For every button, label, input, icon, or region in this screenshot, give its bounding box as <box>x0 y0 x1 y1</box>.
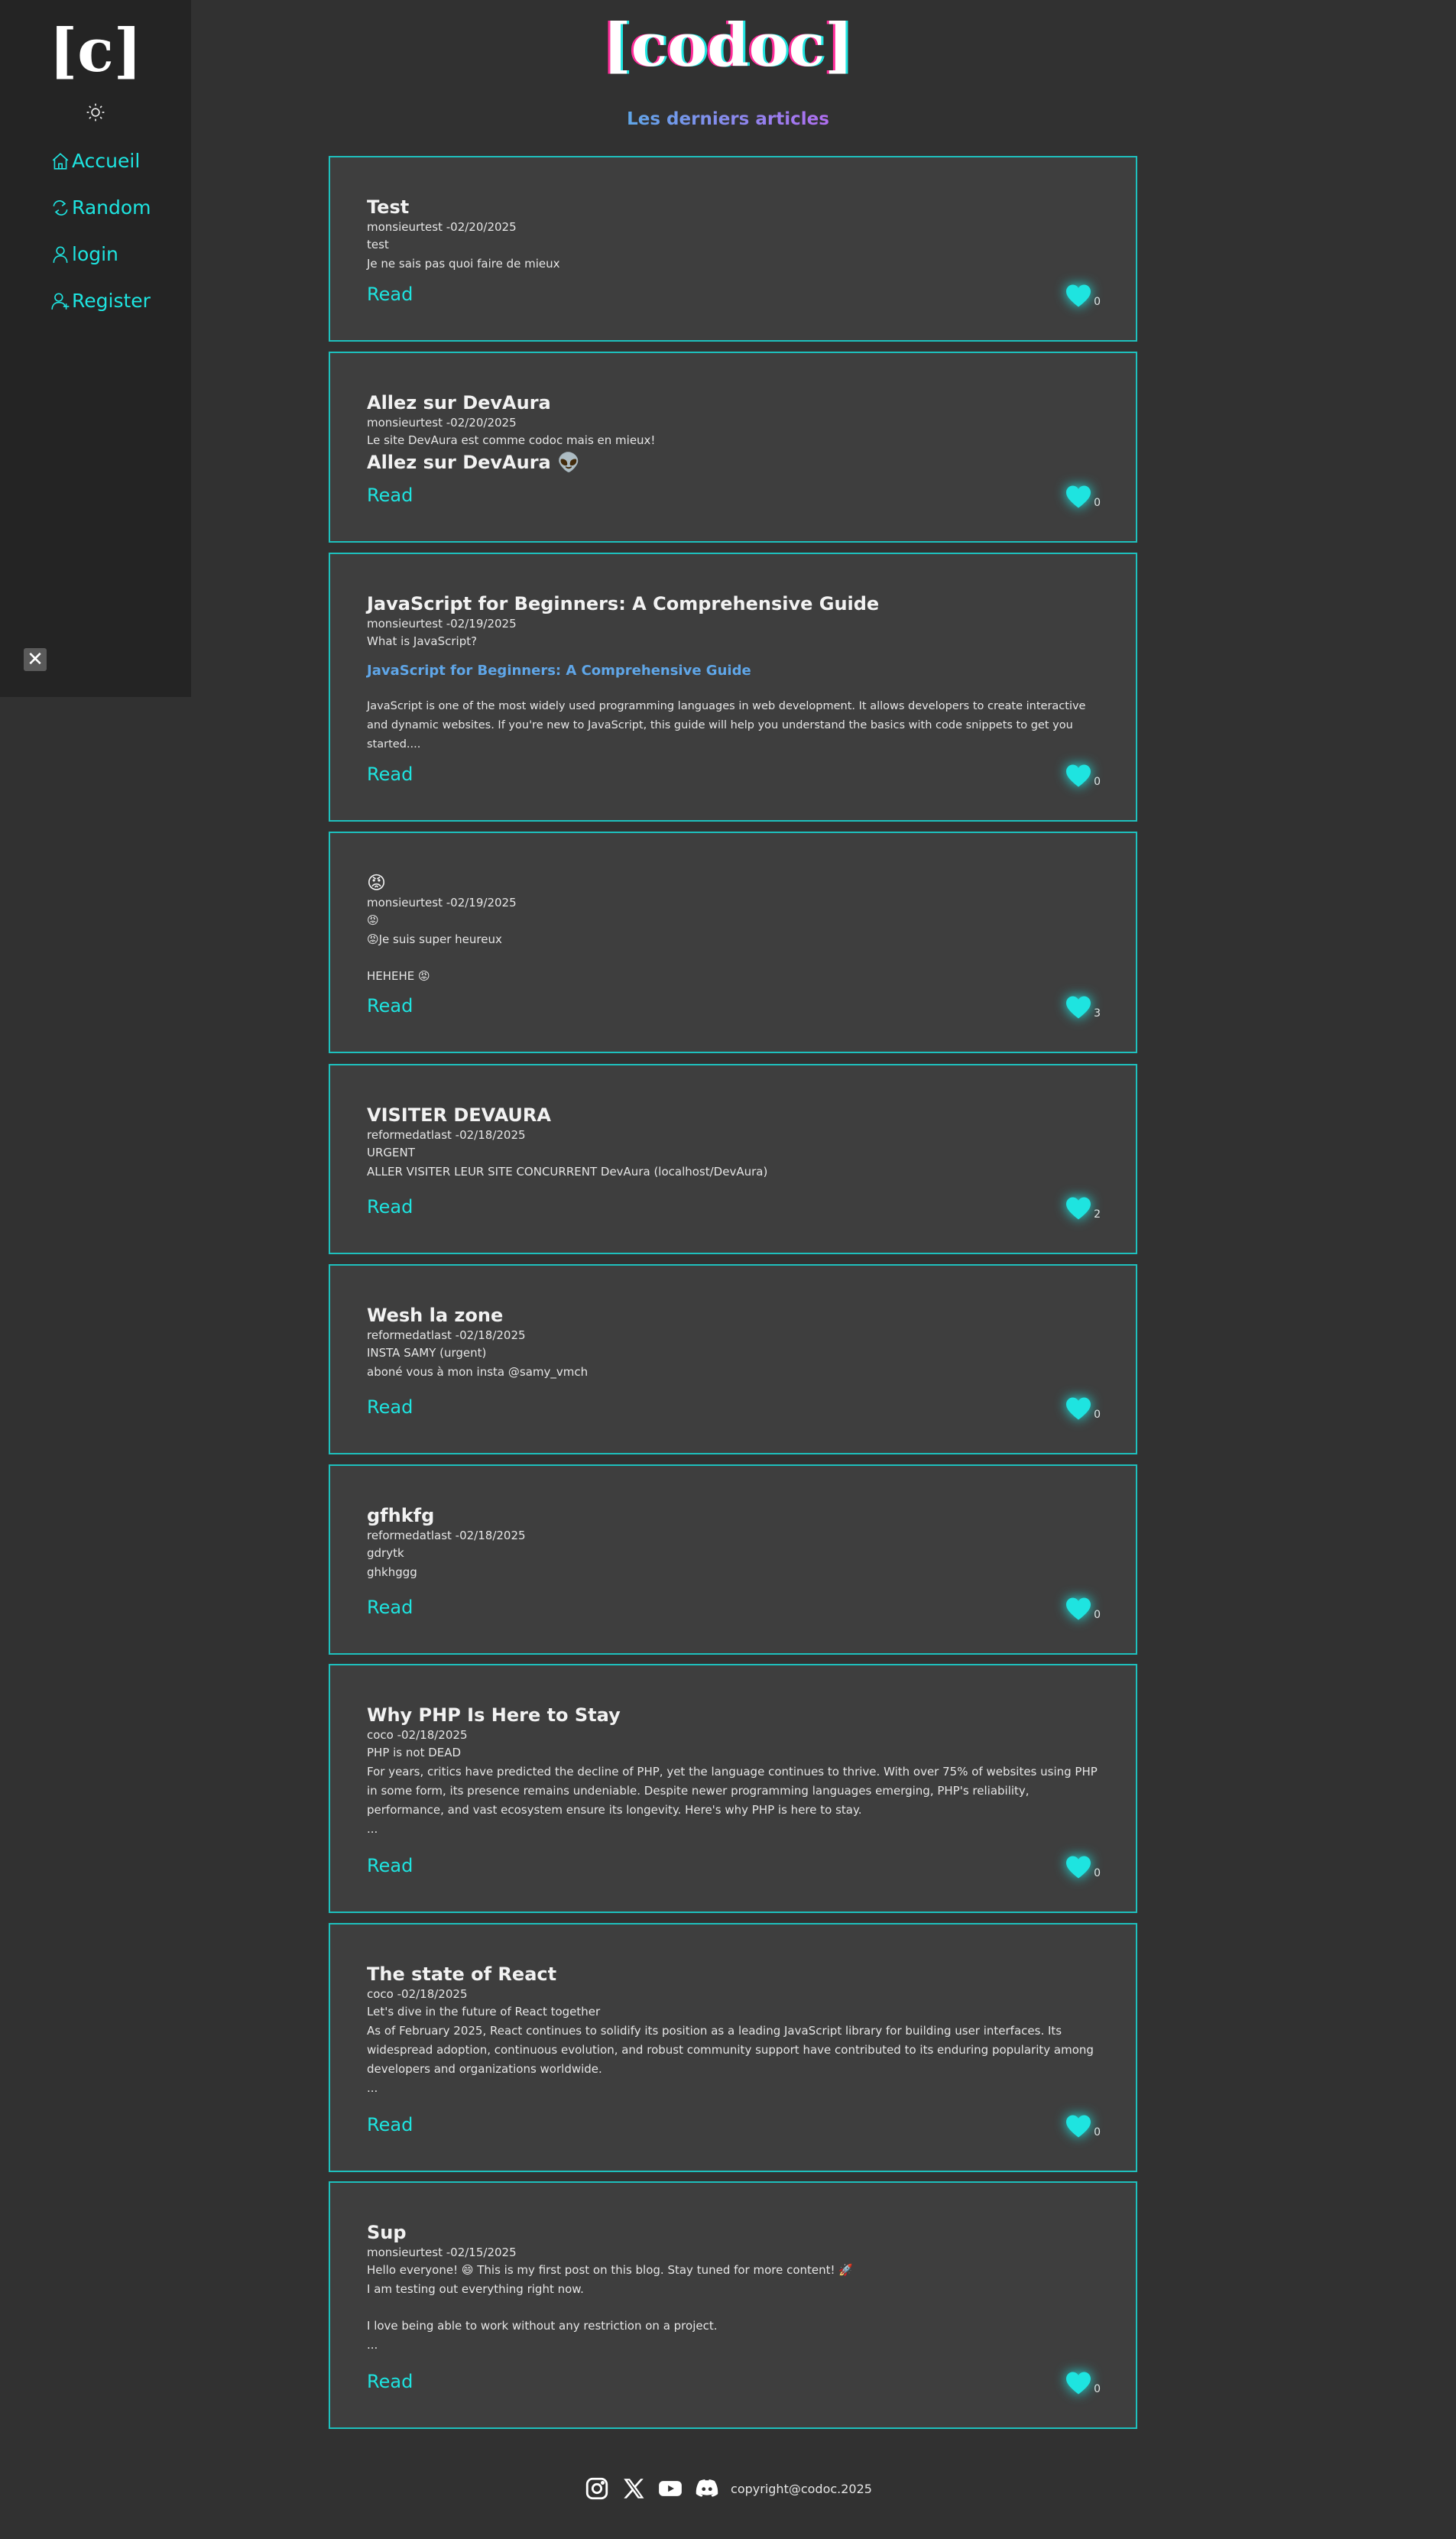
article-card <box>329 832 1137 1053</box>
nav-label: Accueil <box>72 150 141 172</box>
home-icon <box>50 151 70 171</box>
article-meta: coco -02/18/2025 <box>367 1728 468 1742</box>
article-text: PHP is not DEAD <box>367 1746 462 1759</box>
article-text: HEHEHE 😡 <box>367 969 430 983</box>
heart-icon <box>1065 1597 1092 1621</box>
article-meta: monsieurtest -02/20/2025 <box>367 416 517 430</box>
read-link[interactable]: Read <box>367 485 413 506</box>
article-text: ghkhggg <box>367 1565 417 1579</box>
like-count: 0 <box>1094 1867 1101 1879</box>
article-meta: reformedatlast -02/18/2025 <box>367 1529 526 1542</box>
like-count: 0 <box>1094 776 1101 788</box>
article-text: I am testing out everything right now. <box>367 2282 584 2296</box>
like-count: 0 <box>1094 2126 1101 2139</box>
x-icon[interactable] <box>621 2476 647 2502</box>
article-text: As of February 2025, React continues to solidify its position as a leading JavaScript library for building user interfaces. Its widespread adoption, continuous evolution, and robust community support have contributed to its enduring popularity among developers and organizations worldwide. <box>367 2024 1094 2076</box>
nav-label: Register <box>72 290 151 312</box>
nav-item-login[interactable] <box>50 231 151 277</box>
article-title: Allez sur DevAura <box>367 392 551 413</box>
article-text: JavaScript is one of the most widely used programming languages in web development. It allows developers to create interactive and dynamic websites. If you're new to JavaScript, this guide will help you understand the basics with code snippets to get you started.... <box>367 700 1086 751</box>
like-button[interactable] <box>1065 764 1101 788</box>
article-title: Test <box>367 196 410 218</box>
read-link[interactable]: Read <box>367 995 413 1017</box>
article-card <box>329 1664 1137 1913</box>
nav-item-random[interactable] <box>50 184 151 231</box>
article-card <box>329 156 1137 342</box>
nav-label: login <box>72 243 118 265</box>
article-text: 😡 <box>367 913 379 927</box>
heart-icon <box>1065 1855 1092 1879</box>
article-text: URGENT <box>367 1146 415 1159</box>
like-button[interactable] <box>1065 1396 1101 1421</box>
article-card <box>329 2181 1137 2429</box>
like-button[interactable] <box>1065 485 1101 509</box>
nav-label: Random <box>72 196 151 219</box>
read-link[interactable]: Read <box>367 2371 413 2392</box>
discord-icon[interactable] <box>694 2476 720 2502</box>
heart-icon <box>1065 2114 1092 2139</box>
section-title: Les derniers articles <box>627 109 829 129</box>
read-link[interactable]: Read <box>367 1396 413 1418</box>
article-title: The state of React <box>367 1963 557 1985</box>
article-text: ... <box>367 1822 378 1836</box>
like-count: 0 <box>1094 2383 1101 2395</box>
article-inner-link[interactable]: JavaScript for Beginners: A Comprehensive Guide <box>367 663 751 679</box>
article-card <box>329 1464 1137 1655</box>
article-text: Hello everyone! 😄 This is my first post on this blog. Stay tuned for more content! 🚀 <box>367 2263 854 2277</box>
article-text: Let's dive in the future of React together <box>367 2005 601 2019</box>
like-button[interactable] <box>1065 995 1101 1020</box>
article-card <box>329 1264 1137 1454</box>
article-title: gfhkfg <box>367 1505 435 1526</box>
heart-icon <box>1065 2371 1092 2395</box>
article-text: INSTA SAMY (urgent) <box>367 1346 487 1360</box>
heart-icon <box>1065 1396 1092 1421</box>
article-title: Wesh la zone <box>367 1305 504 1326</box>
read-link[interactable]: Read <box>367 2114 413 2135</box>
shuffle-icon <box>50 198 70 218</box>
read-link[interactable]: Read <box>367 764 413 785</box>
read-link[interactable]: Read <box>367 1855 413 1876</box>
article-meta: coco -02/18/2025 <box>367 1987 468 2001</box>
article-text: Le site DevAura est comme codoc mais en mieux! <box>367 433 656 447</box>
youtube-icon[interactable] <box>657 2476 683 2502</box>
nav-item-accueil[interactable] <box>50 138 151 184</box>
like-button[interactable] <box>1065 1855 1101 1879</box>
read-link[interactable]: Read <box>367 1597 413 1618</box>
article-card <box>329 1923 1137 2172</box>
like-count: 0 <box>1094 1409 1101 1421</box>
like-count: 2 <box>1094 1208 1101 1221</box>
article-text: aboné vous à mon insta @samy_vmch <box>367 1365 589 1379</box>
like-count: 3 <box>1094 1007 1101 1020</box>
article-text: ALLER VISITER LEUR SITE CONCURRENT DevAura (localhost/DevAura) <box>367 1165 768 1179</box>
site-logo[interactable]: [codoc] <box>602 11 854 80</box>
like-count: 0 <box>1094 497 1101 509</box>
article-title: 😡 <box>367 872 387 893</box>
article-meta: reformedatlast -02/18/2025 <box>367 1328 526 1342</box>
sidebar-logo[interactable]: [c] <box>49 16 142 86</box>
sidebar-nav <box>50 138 151 324</box>
like-button[interactable] <box>1065 2371 1101 2395</box>
article-meta: monsieurtest -02/19/2025 <box>367 617 517 631</box>
read-link[interactable]: Read <box>367 1196 413 1218</box>
user-icon <box>50 245 70 264</box>
heart-icon <box>1065 764 1092 788</box>
copyright-text: copyright@codoc.2025 <box>731 2481 872 2496</box>
article-title: JavaScript for Beginners: A Comprehensive Guide <box>367 593 880 614</box>
like-count: 0 <box>1094 296 1101 308</box>
article-text: test <box>367 238 389 251</box>
article-text: For years, critics have predicted the decline of PHP, yet the language continues to thrive. With over 75% of websites using PHP in some form, its presence remains undeniable. Despite newer programming languages emerging, PHP's reliability, performance, and vast ecosystem ensure its longevity. Here's why PHP is here to stay. <box>367 1765 1098 1817</box>
like-button[interactable] <box>1065 1196 1101 1221</box>
article-meta: monsieurtest -02/20/2025 <box>367 220 517 234</box>
like-button[interactable] <box>1065 2114 1101 2139</box>
nav-item-register[interactable] <box>50 277 151 324</box>
article-text: gdrytk <box>367 1546 404 1560</box>
user-plus-icon <box>50 291 70 311</box>
like-count: 0 <box>1094 1609 1101 1621</box>
article-card <box>329 1064 1137 1254</box>
like-button[interactable] <box>1065 284 1101 308</box>
instagram-icon[interactable] <box>584 2476 610 2502</box>
heart-icon <box>1065 284 1092 308</box>
article-text: 😡Je suis super heureux <box>367 932 502 946</box>
article-title: Why PHP Is Here to Stay <box>367 1704 621 1726</box>
article-heading: Allez sur DevAura 👽 <box>367 452 580 473</box>
article-meta: monsieurtest -02/19/2025 <box>367 896 517 910</box>
read-link[interactable]: Read <box>367 284 413 305</box>
article-title: VISITER DEVAURA <box>367 1104 551 1126</box>
close-sidebar-button[interactable]: ✕ <box>24 648 47 671</box>
heart-icon <box>1065 1196 1092 1221</box>
heart-icon <box>1065 485 1092 509</box>
article-title: Sup <box>367 2222 407 2243</box>
article-text: ... <box>367 2081 378 2095</box>
like-button[interactable] <box>1065 1597 1101 1621</box>
article-text: What is JavaScript? <box>367 634 478 648</box>
article-text: ... <box>367 2338 378 2352</box>
article-card <box>329 553 1137 822</box>
article-text: Je ne sais pas quoi faire de mieux <box>367 257 560 271</box>
heart-icon <box>1065 995 1092 1020</box>
article-card <box>329 352 1137 543</box>
article-text: I love being able to work without any restriction on a project. <box>367 2319 718 2333</box>
footer <box>0 2473 1456 2504</box>
sidebar <box>0 0 191 697</box>
article-meta: reformedatlast -02/18/2025 <box>367 1128 526 1142</box>
article-meta: monsieurtest -02/15/2025 <box>367 2246 517 2259</box>
